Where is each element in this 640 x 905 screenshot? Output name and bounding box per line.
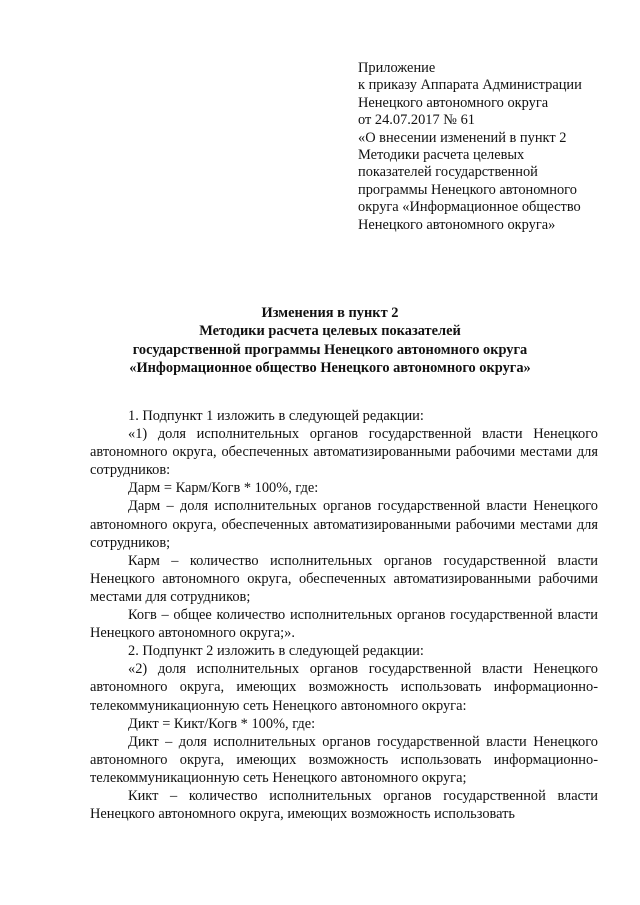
- body-paragraph: «2) доля исполнительных органов государственной власти Ненецкого автономного округа, имеющих возможность использовать информационно-телекоммуникационную сеть Ненецкого автономного округа:: [90, 661, 598, 714]
- formula-paragraph: Дарм = Карм/Когв * 100%, где:: [128, 480, 319, 497]
- heading-line: государственной программы Ненецкого автономного округа: [132, 341, 528, 358]
- body-paragraph: «1) доля исполнительных органов государственной власти Ненецкого автономного округа, обеспеченных автоматизированными рабочими местами для сотрудников:: [90, 426, 598, 479]
- appendix-line: Ненецкого автономного округа: [358, 94, 549, 111]
- document-heading: [80, 304, 580, 378]
- appendix-line: Приложение: [358, 60, 436, 76]
- formula-paragraph: Дикт = Кикт/Когв * 100%, где:: [128, 715, 316, 732]
- body-paragraph: Когв – общее количество исполнительных органов государственной власти Ненецкого автономного округа;».: [90, 607, 598, 642]
- appendix-line: Ненецкого автономного округа»: [358, 216, 556, 233]
- heading-line: Изменения в пункт 2: [261, 305, 399, 321]
- body-paragraph: Дарм – доля исполнительных органов государственной власти Ненецкого автономного округа, обеспеченных автоматизированными рабочими местами для сотрудников;: [90, 498, 598, 551]
- body-paragraph: Кикт – количество исполнительных органов государственной власти Ненецкого автономного округа, имеющих возможность использовать: [90, 787, 598, 823]
- document-body: [90, 407, 598, 823]
- appendix-line: «О внесении изменений в пункт 2: [358, 129, 567, 146]
- appendix-block: [358, 60, 618, 234]
- appendix-line: округа «Информационное общество: [358, 199, 581, 216]
- body-paragraph: 2. Подпункт 2 изложить в следующей редакции:: [128, 643, 424, 660]
- body-paragraph: Карм – количество исполнительных органов государственной власти Ненецкого автономного округа, обеспеченных автоматизированными рабочими местами для сотрудников;: [90, 552, 598, 605]
- heading-line: «Информационное общество Ненецкого автономного округа»: [129, 360, 531, 377]
- appendix-line: Методики расчета целевых: [358, 147, 525, 164]
- body-paragraph: 1. Подпункт 1 изложить в следующей редакции:: [128, 408, 424, 424]
- appendix-line: программы Ненецкого автономного: [358, 181, 577, 198]
- heading-line: Методики расчета целевых показателей: [199, 323, 461, 340]
- appendix-line: от 24.07.2017 № 61: [358, 112, 475, 129]
- appendix-line: к приказу Аппарата Администрации: [358, 77, 582, 94]
- appendix-line: показателей государственной: [358, 164, 538, 181]
- body-paragraph: Дикт – доля исполнительных органов государственной власти Ненецкого автономного округа, имеющих возможность использовать информационно-телекоммуникационную сеть Ненецкого автономного округа;: [90, 733, 598, 786]
